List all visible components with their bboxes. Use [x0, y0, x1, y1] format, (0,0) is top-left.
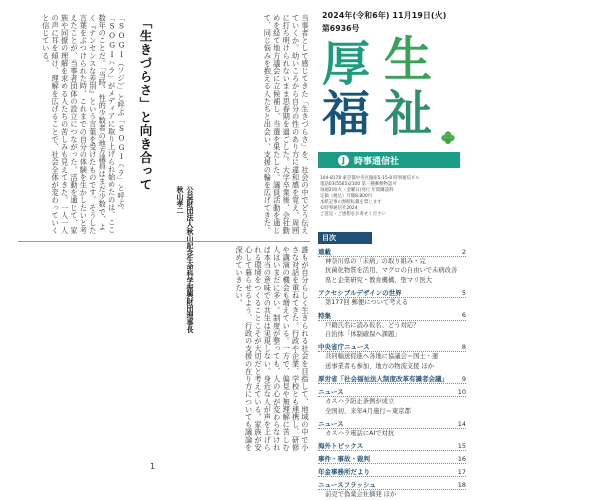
masthead	[318, 10, 460, 218]
article-column-right: 当事者として感じてきた「生きづらさ」を、社会の中でどう伝えていくか。幼いころから自分の性のあり方に違和感を覚え、周囲に打ち明けられないまま思春期を過ごした。大学卒業後、会社勤めを経て地方議会に立候補し、当選を果たした。議員活動を通じて、同じ悩みを抱える人たちと出会い、支援の輪を広げてきた。	[263, 14, 310, 235]
toc-page-number: 16	[457, 454, 466, 463]
toc-sub-item: カスハラ防止条例が成立	[325, 398, 395, 406]
toc-sub-item: 共同輸送促進へ各地に協議会＝国土・運	[325, 353, 439, 361]
article-column-bottom: 誰もが自分らしく生きられる社会を目指して、地域の中で小さな対話を重ねてきた。行政や企業、学校とも連携し、研修や講演の機会も増えている。一方で、偏見や無理解に苦しむ人はいまだに多い。制度が整っても、人の心が変わらなければ本当の意味での共生は実現しない。身近な人が声を上げられる環境をつくることこそが大切だと考えている。家族が安心して暮らせるよう、行政の支援の在り方についても議論を深めていきたい。	[235, 246, 310, 452]
title-logo	[318, 32, 460, 146]
toc-sub-item: 神奈川県の「未病」の取り組み・完	[325, 258, 426, 265]
publisher-bar	[318, 152, 460, 168]
toc-page-number: 10	[457, 387, 466, 396]
toc-section[interactable]	[318, 467, 466, 477]
toc-section[interactable]	[318, 441, 466, 451]
toc-section[interactable]	[318, 288, 466, 298]
toc-page-number: 2	[461, 247, 466, 256]
author-name: 秋山孝二	[176, 186, 184, 214]
toc-section[interactable]	[318, 454, 466, 464]
article-column-left: 「SOGI（ソジ）」と呼ぶ「SOGIハラ」と呼ぶ。「SOGIハラ」がメディアに取り上げられ始めたのは、ここ数年のことだ。「当時、性的少数者の地方議員はまだ少数で、よく『ナンセンスな差別』という言葉を受けたものです。そうした言葉をぶつけられた時、これまでの自分の体験を生かしたいと考えたことが、当事者団体の設立につながった。活動を通じて、家族や同僚の理解を求める人たちの苦しみも見えてきた。一人一人の声に耳を傾け、理解を広げることで、社会全体が変わっていくと信じている。	[41, 14, 126, 235]
toc-sub-item: 抗菌化物質を活用、マグロの自由いで未病改善	[325, 267, 458, 275]
toc-section[interactable]	[318, 311, 466, 321]
toc-section-label: ニュースフラッシュ	[318, 481, 376, 490]
toc-sub-item: 前売で偽薬会社摘発 ほか	[325, 491, 397, 499]
toc-section[interactable]	[318, 387, 466, 397]
toc-sub-item: 第177回 郵便について考える	[325, 299, 409, 307]
toc-sub-item: 戸籍氏名に読み仮名、どう対応？	[325, 321, 420, 329]
pub-info-line: 104-8178 東京都中央区銀座5-15-8 時事通信ビル	[320, 176, 420, 181]
publication-info	[318, 176, 460, 218]
toc-sub-item: 全国初、来年4月施行＝東京都	[325, 407, 411, 415]
toc-section-label: ニュース	[318, 388, 344, 397]
article-headline: 「生きづらさ」と向き合って	[138, 16, 153, 192]
toc-section-label: 連載	[318, 248, 331, 256]
pub-info-line: 電話03(5565)2100 第三種郵便物認可	[320, 182, 397, 187]
logo-char-3: 福	[322, 86, 371, 142]
publisher-name: 時事通信社	[354, 156, 400, 167]
toc-section-label: 特集	[318, 311, 331, 320]
toc-section-label: 年金事務所だより	[318, 468, 370, 477]
pub-info-line: 毎週2回(火・金曜日)発行 年間購読料	[320, 188, 394, 193]
toc-page-number: 18	[457, 480, 466, 489]
toc-sub-item: 送事業者も参加、地方の物流支援 ほか	[325, 362, 435, 370]
toc-page-number: 17	[457, 467, 466, 476]
pub-info-line: ©時事通信社2024	[320, 206, 358, 211]
logo-char-1: 厚	[322, 36, 371, 92]
clover-icon	[440, 130, 456, 146]
toc-page-number: 5	[461, 288, 466, 297]
toc-page-number: 15	[457, 441, 466, 450]
toc-page-number: 6	[461, 311, 466, 320]
toc-page-number: 14	[457, 419, 466, 428]
toc-section-label: 事件・事故・裁判	[318, 455, 370, 464]
toc-sub-item: 自治体「体制確保へ課題」	[325, 331, 401, 339]
jiji-logo-icon: J	[338, 155, 349, 166]
toc-section-label: アクセシブルデザインの世界	[318, 289, 402, 298]
pub-info-line: 本紙記事の無断転載を禁じます	[320, 200, 382, 205]
issue-date: 2024年(令和6年) 11月19日(火)	[322, 11, 447, 20]
issue-number: 第6936号	[322, 24, 360, 33]
toc-section[interactable]	[318, 419, 466, 429]
toc-section-label: ニュース	[318, 420, 344, 429]
logo-char-2: 生	[384, 32, 433, 88]
toc-section[interactable]	[318, 247, 466, 257]
pub-info-line: 定価（税込）月額8,800円	[320, 194, 373, 199]
toc-section[interactable]	[318, 480, 466, 490]
logo-char-4: 祉	[384, 86, 433, 142]
pub-info-line: ご意見・ご感想をお寄せください	[320, 212, 386, 217]
toc-sub-item: カスハラ電話にAIで対抗	[325, 430, 395, 438]
column-divider	[18, 241, 310, 242]
toc-sub-item: 県と企業研究・教育機構、聖マリ医大	[325, 276, 433, 284]
toc-section[interactable]	[318, 374, 466, 384]
toc-page-number: 9	[461, 374, 466, 383]
page-number: 1	[150, 462, 156, 471]
toc-title: 目次	[318, 232, 372, 244]
author-organization: 公益財団法人秋山記念生命科学振興財団理事長	[186, 186, 194, 333]
article	[18, 14, 310, 466]
toc-section-label: 海外トピックス	[318, 442, 364, 451]
toc-section-label: 中央省庁ニュース	[318, 343, 370, 352]
toc-section-label: 厚労省「社会福祉法人制度改革有識者会議」	[318, 375, 448, 384]
toc-section[interactable]	[318, 342, 466, 352]
table-of-contents	[318, 232, 466, 500]
toc-page-number: 8	[461, 342, 466, 351]
